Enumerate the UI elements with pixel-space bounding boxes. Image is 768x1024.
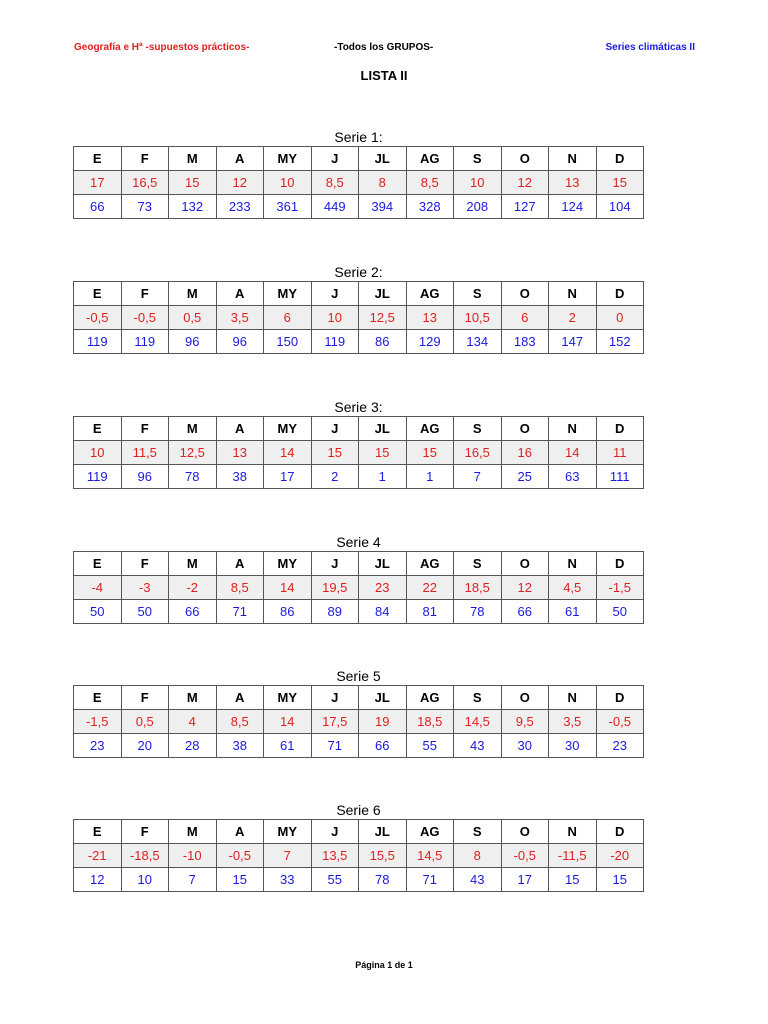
month-cell: A	[216, 282, 264, 306]
month-cell: J	[311, 147, 359, 171]
precipitation-cell: 15	[549, 868, 597, 892]
temperature-cell: -18,5	[121, 844, 169, 868]
precipitation-cell: 89	[311, 600, 359, 624]
month-cell: E	[74, 686, 122, 710]
precipitation-cell: 86	[359, 330, 407, 354]
temperature-row	[74, 171, 644, 195]
precipitation-cell: 50	[596, 600, 644, 624]
precipitation-cell: 66	[359, 734, 407, 758]
month-cell: JL	[359, 686, 407, 710]
temperature-cell: 14,5	[454, 710, 502, 734]
precipitation-cell: 55	[311, 868, 359, 892]
month-cell: JL	[359, 282, 407, 306]
precipitation-cell: 78	[359, 868, 407, 892]
month-cell: E	[74, 147, 122, 171]
temperature-cell: 23	[359, 576, 407, 600]
temperature-cell: 12,5	[169, 441, 217, 465]
climate-table	[73, 819, 644, 892]
temperature-cell: 3,5	[216, 306, 264, 330]
temperature-cell: 14	[264, 576, 312, 600]
temperature-cell: 12	[216, 171, 264, 195]
month-cell: A	[216, 417, 264, 441]
month-cell: D	[596, 417, 644, 441]
month-cell: AG	[406, 686, 454, 710]
temperature-cell: -10	[169, 844, 217, 868]
temperature-cell: 15	[406, 441, 454, 465]
precipitation-cell: 20	[121, 734, 169, 758]
serie-block	[73, 263, 644, 354]
precipitation-cell: 78	[454, 600, 502, 624]
temperature-cell: 15	[596, 171, 644, 195]
temperature-row	[74, 576, 644, 600]
temperature-cell: 8	[359, 171, 407, 195]
month-cell: O	[501, 147, 549, 171]
temperature-cell: 2	[549, 306, 597, 330]
temperature-cell: 14	[264, 710, 312, 734]
temperature-cell: 8,5	[216, 710, 264, 734]
temperature-cell: 18,5	[454, 576, 502, 600]
month-cell: MY	[264, 147, 312, 171]
serie-block	[73, 398, 644, 489]
month-cell: MY	[264, 417, 312, 441]
precipitation-cell: 1	[359, 465, 407, 489]
month-cell: JL	[359, 147, 407, 171]
precipitation-cell: 28	[169, 734, 217, 758]
month-cell: JL	[359, 820, 407, 844]
climate-table	[73, 281, 644, 354]
month-cell: O	[501, 417, 549, 441]
month-cell: M	[169, 417, 217, 441]
temperature-cell: 15,5	[359, 844, 407, 868]
precipitation-cell: 38	[216, 734, 264, 758]
precipitation-cell: 25	[501, 465, 549, 489]
temperature-cell: -0,5	[121, 306, 169, 330]
precipitation-cell: 81	[406, 600, 454, 624]
temperature-cell: 16,5	[454, 441, 502, 465]
month-cell: J	[311, 282, 359, 306]
month-cell: J	[311, 417, 359, 441]
serie-title: Serie 2:	[334, 264, 383, 280]
temperature-cell: 17,5	[311, 710, 359, 734]
serie-block	[73, 667, 644, 758]
temperature-cell: 8,5	[406, 171, 454, 195]
temperature-cell: 9,5	[501, 710, 549, 734]
temperature-row	[74, 844, 644, 868]
precipitation-cell: 71	[216, 600, 264, 624]
precipitation-cell: 86	[264, 600, 312, 624]
precipitation-cell: 43	[454, 734, 502, 758]
temperature-cell: 18,5	[406, 710, 454, 734]
precipitation-cell: 147	[549, 330, 597, 354]
precipitation-cell: 96	[216, 330, 264, 354]
month-cell: N	[549, 552, 597, 576]
month-cell: AG	[406, 820, 454, 844]
month-cell: N	[549, 686, 597, 710]
precipitation-cell: 394	[359, 195, 407, 219]
month-cell: M	[169, 820, 217, 844]
precipitation-cell: 55	[406, 734, 454, 758]
serie-title: Serie 3:	[334, 399, 383, 415]
temperature-cell: 13	[216, 441, 264, 465]
month-cell: M	[169, 686, 217, 710]
temperature-cell: 8,5	[216, 576, 264, 600]
temperature-cell: 10	[454, 171, 502, 195]
precipitation-row	[74, 600, 644, 624]
temperature-cell: 12,5	[359, 306, 407, 330]
temperature-cell: -0,5	[501, 844, 549, 868]
month-cell: F	[121, 417, 169, 441]
temperature-cell: 3,5	[549, 710, 597, 734]
temperature-cell: 7	[264, 844, 312, 868]
temperature-cell: 8	[454, 844, 502, 868]
climate-table	[73, 416, 644, 489]
precipitation-cell: 328	[406, 195, 454, 219]
temperature-cell: 19,5	[311, 576, 359, 600]
temperature-cell: 16,5	[121, 171, 169, 195]
precipitation-row	[74, 868, 644, 892]
temperature-cell: 4	[169, 710, 217, 734]
month-cell: N	[549, 417, 597, 441]
serie-title: Serie 1:	[334, 129, 383, 145]
precipitation-cell: 7	[169, 868, 217, 892]
month-cell: JL	[359, 552, 407, 576]
temperature-cell: 14,5	[406, 844, 454, 868]
month-cell: JL	[359, 417, 407, 441]
month-cell: S	[454, 282, 502, 306]
precipitation-cell: 119	[311, 330, 359, 354]
temperature-cell: 4,5	[549, 576, 597, 600]
month-cell: AG	[406, 282, 454, 306]
month-header-row	[74, 552, 644, 576]
precipitation-cell: 15	[596, 868, 644, 892]
temperature-cell: 16	[501, 441, 549, 465]
precipitation-cell: 61	[549, 600, 597, 624]
temperature-cell: 11,5	[121, 441, 169, 465]
temperature-cell: 15	[359, 441, 407, 465]
month-cell: S	[454, 552, 502, 576]
temperature-cell: 6	[264, 306, 312, 330]
precipitation-cell: 111	[596, 465, 644, 489]
month-cell: A	[216, 147, 264, 171]
precipitation-cell: 50	[121, 600, 169, 624]
precipitation-cell: 17	[264, 465, 312, 489]
precipitation-cell: 129	[406, 330, 454, 354]
temperature-cell: 8,5	[311, 171, 359, 195]
temperature-cell: 14	[264, 441, 312, 465]
precipitation-cell: 124	[549, 195, 597, 219]
month-cell: AG	[406, 147, 454, 171]
precipitation-cell: 15	[216, 868, 264, 892]
precipitation-cell: 66	[501, 600, 549, 624]
precipitation-cell: 233	[216, 195, 264, 219]
temperature-cell: -0,5	[596, 710, 644, 734]
month-cell: E	[74, 417, 122, 441]
precipitation-cell: 7	[454, 465, 502, 489]
month-cell: D	[596, 552, 644, 576]
precipitation-cell: 449	[311, 195, 359, 219]
climate-table	[73, 551, 644, 624]
month-cell: S	[454, 417, 502, 441]
month-cell: MY	[264, 552, 312, 576]
temperature-cell: 10,5	[454, 306, 502, 330]
month-cell: AG	[406, 552, 454, 576]
precipitation-cell: 33	[264, 868, 312, 892]
precipitation-cell: 96	[121, 465, 169, 489]
temperature-cell: -2	[169, 576, 217, 600]
precipitation-cell: 150	[264, 330, 312, 354]
precipitation-cell: 17	[501, 868, 549, 892]
month-cell: S	[454, 820, 502, 844]
month-cell: D	[596, 282, 644, 306]
temperature-cell: -0,5	[74, 306, 122, 330]
climate-table	[73, 685, 644, 758]
precipitation-cell: 23	[74, 734, 122, 758]
precipitation-cell: 50	[74, 600, 122, 624]
month-cell: M	[169, 282, 217, 306]
temperature-cell: 10	[311, 306, 359, 330]
month-cell: N	[549, 147, 597, 171]
month-cell: N	[549, 282, 597, 306]
temperature-cell: 14	[549, 441, 597, 465]
precipitation-cell: 1	[406, 465, 454, 489]
precipitation-cell: 73	[121, 195, 169, 219]
precipitation-cell: 361	[264, 195, 312, 219]
precipitation-cell: 38	[216, 465, 264, 489]
precipitation-cell: 30	[501, 734, 549, 758]
temperature-cell: 22	[406, 576, 454, 600]
month-cell: S	[454, 686, 502, 710]
temperature-cell: 15	[311, 441, 359, 465]
precipitation-cell: 96	[169, 330, 217, 354]
precipitation-cell: 127	[501, 195, 549, 219]
month-cell: O	[501, 820, 549, 844]
month-header-row	[74, 417, 644, 441]
temperature-cell: 19	[359, 710, 407, 734]
precipitation-cell: 71	[406, 868, 454, 892]
temperature-cell: -11,5	[549, 844, 597, 868]
temperature-cell: -3	[121, 576, 169, 600]
month-header-row	[74, 147, 644, 171]
precipitation-cell: 134	[454, 330, 502, 354]
temperature-cell: -1,5	[74, 710, 122, 734]
precipitation-cell: 10	[121, 868, 169, 892]
climate-table	[73, 146, 644, 219]
serie-title: Serie 4	[336, 534, 381, 550]
temperature-cell: -0,5	[216, 844, 264, 868]
serie-title: Serie 6	[336, 802, 381, 818]
month-cell: MY	[264, 282, 312, 306]
month-cell: D	[596, 686, 644, 710]
serie-block	[73, 128, 644, 219]
temperature-cell: 10	[74, 441, 122, 465]
month-cell: M	[169, 147, 217, 171]
precipitation-cell: 2	[311, 465, 359, 489]
month-cell: M	[169, 552, 217, 576]
temperature-cell: -21	[74, 844, 122, 868]
month-cell: E	[74, 820, 122, 844]
precipitation-cell: 104	[596, 195, 644, 219]
temperature-cell: -20	[596, 844, 644, 868]
precipitation-cell: 119	[74, 330, 122, 354]
month-cell: MY	[264, 820, 312, 844]
month-cell: O	[501, 686, 549, 710]
precipitation-cell: 66	[74, 195, 122, 219]
temperature-cell: 17	[74, 171, 122, 195]
month-cell: F	[121, 686, 169, 710]
month-cell: A	[216, 686, 264, 710]
temperature-cell: 13,5	[311, 844, 359, 868]
month-cell: MY	[264, 686, 312, 710]
month-cell: F	[121, 552, 169, 576]
precipitation-cell: 23	[596, 734, 644, 758]
month-header-row	[74, 282, 644, 306]
month-cell: A	[216, 552, 264, 576]
month-cell: S	[454, 147, 502, 171]
temperature-cell: 15	[169, 171, 217, 195]
temperature-cell: -1,5	[596, 576, 644, 600]
serie-block	[73, 533, 644, 624]
precipitation-cell: 84	[359, 600, 407, 624]
page-footer: Página 1 de 1	[355, 960, 413, 970]
serie-title: Serie 5	[336, 668, 381, 684]
header-right-text: Series climáticas II	[605, 42, 695, 53]
precipitation-cell: 208	[454, 195, 502, 219]
precipitation-row	[74, 195, 644, 219]
temperature-cell: 12	[501, 576, 549, 600]
precipitation-cell: 119	[74, 465, 122, 489]
precipitation-cell: 183	[501, 330, 549, 354]
month-cell: N	[549, 820, 597, 844]
precipitation-cell: 12	[74, 868, 122, 892]
precipitation-row	[74, 330, 644, 354]
page-title: LISTA II	[360, 68, 408, 83]
precipitation-cell: 66	[169, 600, 217, 624]
month-cell: D	[596, 820, 644, 844]
month-header-row	[74, 686, 644, 710]
temperature-cell: 0	[596, 306, 644, 330]
precipitation-cell: 61	[264, 734, 312, 758]
temperature-row	[74, 306, 644, 330]
month-cell: F	[121, 820, 169, 844]
month-cell: E	[74, 282, 122, 306]
month-cell: F	[121, 282, 169, 306]
precipitation-cell: 30	[549, 734, 597, 758]
month-cell: J	[311, 820, 359, 844]
temperature-cell: 11	[596, 441, 644, 465]
precipitation-cell: 43	[454, 868, 502, 892]
month-cell: D	[596, 147, 644, 171]
temperature-cell: 12	[501, 171, 549, 195]
precipitation-cell: 119	[121, 330, 169, 354]
month-cell: O	[501, 282, 549, 306]
precipitation-cell: 63	[549, 465, 597, 489]
temperature-cell: 10	[264, 171, 312, 195]
temperature-cell: 13	[549, 171, 597, 195]
precipitation-cell: 78	[169, 465, 217, 489]
month-cell: F	[121, 147, 169, 171]
precipitation-cell: 71	[311, 734, 359, 758]
temperature-cell: 6	[501, 306, 549, 330]
month-cell: A	[216, 820, 264, 844]
header-left-text: Geografía e Hª -supuestos prácticos-	[74, 42, 250, 53]
temperature-row	[74, 710, 644, 734]
serie-block	[73, 801, 644, 892]
month-cell: O	[501, 552, 549, 576]
temperature-row	[74, 441, 644, 465]
header-center-text: -Todos los GRUPOS-	[334, 42, 434, 53]
precipitation-cell: 132	[169, 195, 217, 219]
month-cell: J	[311, 552, 359, 576]
precipitation-row	[74, 734, 644, 758]
month-cell: E	[74, 552, 122, 576]
temperature-cell: 0,5	[121, 710, 169, 734]
month-header-row	[74, 820, 644, 844]
temperature-cell: 0,5	[169, 306, 217, 330]
month-cell: AG	[406, 417, 454, 441]
month-cell: J	[311, 686, 359, 710]
precipitation-row	[74, 465, 644, 489]
precipitation-cell: 152	[596, 330, 644, 354]
temperature-cell: 13	[406, 306, 454, 330]
temperature-cell: -4	[74, 576, 122, 600]
